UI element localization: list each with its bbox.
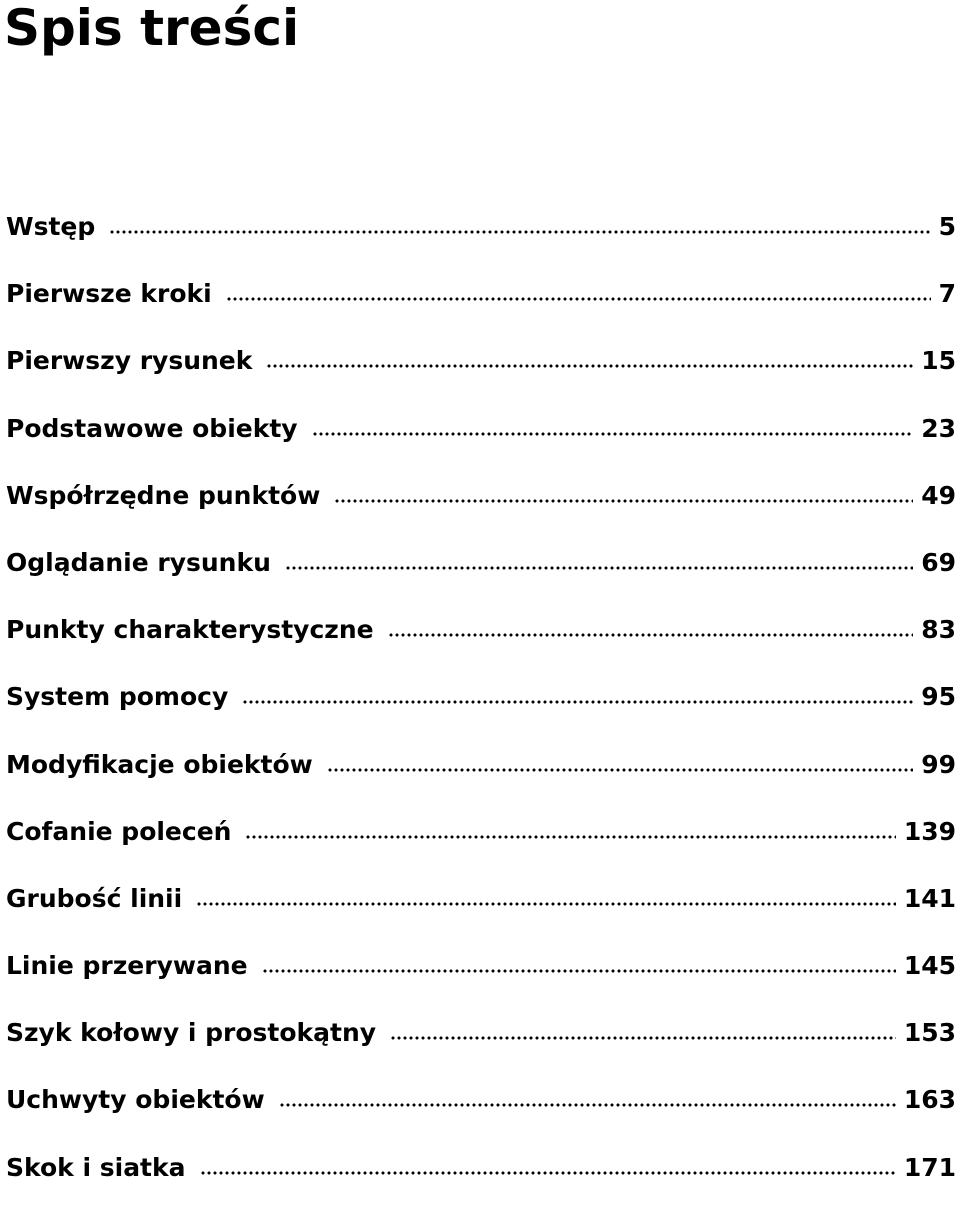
toc-entry[interactable] <box>6 750 956 817</box>
toc-entry-title: Linie przerywane <box>6 951 248 981</box>
toc-entry[interactable] <box>6 682 956 749</box>
toc-entry-title: Pierwsze kroki <box>6 279 212 309</box>
toc-entry[interactable] <box>6 279 956 346</box>
toc-entry[interactable] <box>6 951 956 1018</box>
toc-entry-title: System pomocy <box>6 682 229 712</box>
toc-entry-title: Cofanie poleceń <box>6 816 232 846</box>
toc-entry-page: 83 <box>921 615 956 645</box>
toc-entry-page: 15 <box>921 346 956 376</box>
dot-leader <box>334 499 913 503</box>
toc-entry[interactable] <box>6 481 956 548</box>
dot-leader <box>266 364 913 368</box>
toc-entry-title: Modyfikacje obiektów <box>6 749 313 779</box>
toc-entry-title: Oglądanie rysunku <box>6 547 271 577</box>
dot-leader <box>390 1036 896 1040</box>
toc-entry-page: 141 <box>903 883 956 913</box>
dot-leader <box>262 969 896 973</box>
toc-entry-title: Podstawowe obiekty <box>6 413 298 443</box>
toc-entry-title: Uchwyty obiektów <box>6 1085 265 1115</box>
table-of-contents <box>6 212 956 1220</box>
toc-entry-page: 171 <box>903 1152 956 1182</box>
dot-leader <box>327 768 913 772</box>
dot-leader <box>312 432 914 436</box>
dot-leader <box>245 835 895 839</box>
toc-entry-title: Szyk kołowy i prostokątny <box>6 1018 377 1048</box>
dot-leader <box>200 1171 896 1175</box>
toc-entry-page: 145 <box>903 951 956 981</box>
toc-entry-title: Wstęp <box>6 212 96 241</box>
toc-entry[interactable] <box>6 817 956 884</box>
dot-leader <box>285 566 913 570</box>
dot-leader <box>109 230 930 234</box>
toc-entry[interactable] <box>6 1018 956 1085</box>
toc-entry-page: 5 <box>938 212 956 241</box>
toc-entry-page: 49 <box>921 480 956 510</box>
toc-entry-title: Współrzędne punktów <box>6 480 321 510</box>
toc-entry-page: 69 <box>921 547 956 577</box>
toc-entry[interactable] <box>6 1153 956 1220</box>
toc-entry-page: 95 <box>921 682 956 712</box>
toc-entry-page: 7 <box>938 279 956 309</box>
toc-entry[interactable] <box>6 414 956 481</box>
toc-entry-title: Grubość linii <box>6 883 183 913</box>
toc-entry-title: Pierwszy rysunek <box>6 346 253 376</box>
toc-entry[interactable] <box>6 548 956 615</box>
toc-entry-title: Punkty charakterystyczne <box>6 615 374 645</box>
toc-entry[interactable] <box>6 1085 956 1152</box>
dot-leader <box>196 902 896 906</box>
toc-entry-page: 153 <box>903 1018 956 1048</box>
toc-entry-title: Skok i siatka <box>6 1152 186 1182</box>
toc-entry-page: 99 <box>921 749 956 779</box>
dot-leader <box>226 297 931 301</box>
toc-entry[interactable] <box>6 884 956 951</box>
dot-leader <box>388 633 914 637</box>
dot-leader <box>279 1103 896 1107</box>
toc-entry[interactable] <box>6 615 956 682</box>
toc-entry-page: 23 <box>921 413 956 443</box>
dot-leader <box>242 700 913 704</box>
toc-entry[interactable] <box>6 346 956 413</box>
toc-entry-page: 163 <box>903 1085 956 1115</box>
page-title: Spis treści <box>4 0 300 57</box>
toc-entry-page: 139 <box>903 816 956 846</box>
toc-entry[interactable] <box>6 212 956 279</box>
